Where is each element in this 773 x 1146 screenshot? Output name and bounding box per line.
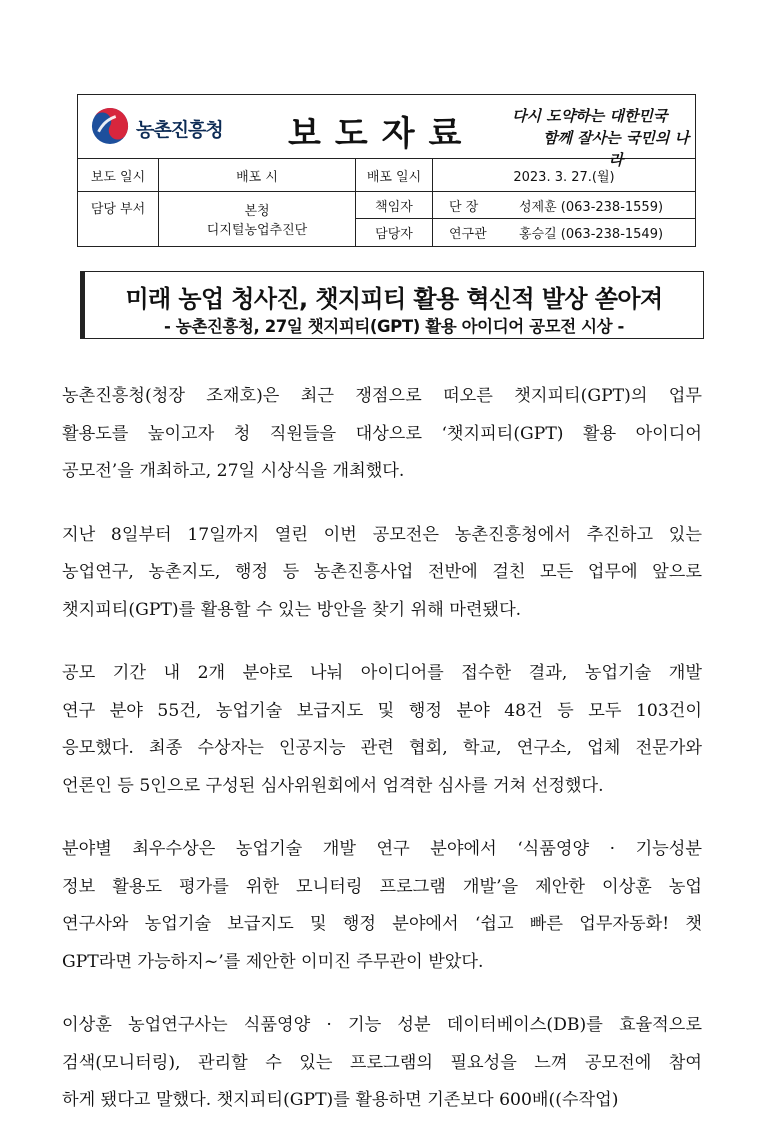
release-date-label: 보도 일시 <box>78 159 159 192</box>
department-line-2: 디지털농업추진단 <box>206 222 308 238</box>
manager-contact: 성제훈 (063-238-1559) <box>519 199 664 215</box>
contact-contact: 홍승길 (063-238-1549) <box>519 227 664 243</box>
manager-role: 단 장 <box>449 199 479 215</box>
paragraph-line: 분야별 최우수상은 농업기술 개발 연구 분야에서 ‘식품영양 · 기능성분 <box>62 839 702 859</box>
body-paragraph <box>62 517 702 630</box>
paragraph-line: 챗지피티(GPT)를 활용할 수 있는 방안을 찾기 위해 마련됐다. <box>62 599 522 620</box>
body-paragraph <box>62 1007 702 1120</box>
org-name: 농촌진흥청 <box>136 119 223 141</box>
paragraph-line: 연구 분야 55건, 농업기술 보급지도 및 행정 분야 48건 등 모두 103건이 <box>62 700 702 721</box>
paragraph-line: 응모했다. 최종 수상자는 인공지능 관련 협회, 학교, 연구소, 업체 전문가와 <box>62 738 702 758</box>
paragraph-line: 검색(모니터링), 관리할 수 있는 프로그램의 필요성을 느껴 공모전에 참여 <box>62 1052 702 1073</box>
slogan-line-2: 함께 잘사는 국민의 나라 <box>542 129 690 169</box>
paragraph-line: 공모 기간 내 2개 분야로 나눠 아이디어를 접수한 결과, 농업기술 개발 <box>62 663 702 683</box>
contact-role: 연구관 <box>449 227 487 243</box>
department-line-1: 본청 <box>244 203 270 219</box>
paragraph-line: 정보 활용도 평가를 위한 모니터링 프로그램 개발’을 제안한 이상훈 농업 <box>62 876 702 897</box>
manager-label: 책임자 <box>356 191 433 219</box>
department-value <box>159 191 356 246</box>
paragraph-line: 이상훈 농업연구사는 식품영양 · 기능 성분 데이터베이스(DB)를 효율적으로 <box>62 1015 702 1035</box>
paragraph-line: 활용도를 높이고자 청 직원들을 대상으로 ‘챗지피티(GPT) 활용 아이디어 <box>62 423 702 444</box>
paragraph-line: 하게 됐다고 말했다. 챗지피티(GPT)를 활용하면 기존보다 600배((수작업) <box>62 1090 619 1110</box>
department-label: 담당 부서 <box>78 191 159 246</box>
body-paragraph <box>62 378 702 491</box>
body-paragraph <box>62 831 702 981</box>
contact-cell <box>433 219 696 247</box>
paragraph-line: 연구사와 농업기술 보급지도 및 행정 분야에서 ‘쉽고 빠른 업무자동화! 챗 <box>62 914 702 934</box>
distribution-date-label: 배포 일시 <box>356 159 433 192</box>
distribution-date-value: 2023. 3. 27.(월) <box>433 159 696 192</box>
government-slogan <box>506 103 696 169</box>
headline-box <box>80 271 704 339</box>
header-banner <box>78 95 696 169</box>
press-release-title: 보도자료 <box>288 114 476 154</box>
manager-cell <box>433 191 696 219</box>
headline-sub: - 농촌진흥청, 27일 챗지피티(GPT) 활용 아이디어 공모전 시상 - <box>164 317 624 336</box>
press-release-header <box>77 94 696 247</box>
slogan-line-1: 다시 도약하는 대한민국 <box>512 107 668 125</box>
paragraph-line: 농촌진흥청(청장 조재호)은 최근 쟁점으로 떠오른 챗지피티(GPT)의 업무 <box>62 386 702 406</box>
paragraph-line: 농업연구, 농촌지도, 행정 등 농촌진흥사업 전반에 걸친 모든 업무에 앞으로 <box>62 562 702 582</box>
paragraph-line: 지난 8일부터 17일까지 열린 이번 공모전은 농촌진흥청에서 추진하고 있는 <box>62 524 702 545</box>
paragraph-line: GPT라면 가능하지~’를 제안한 이미진 주무관이 받았다. <box>62 951 484 972</box>
headline-main: 미래 농업 청사진, 챗지피티 활용 혁신적 발상 쏟아져 <box>125 285 663 313</box>
contact-label: 담당자 <box>356 219 433 247</box>
article-body <box>62 378 702 1146</box>
paragraph-line: 언론인 등 5인으로 구성된 심사위원회에서 엄격한 심사를 거쳐 선정했다. <box>62 775 604 796</box>
release-date-value: 배포 시 <box>159 159 356 192</box>
taeguk-emblem-icon <box>91 107 129 145</box>
body-paragraph <box>62 655 702 805</box>
paragraph-line: 공모전’을 개최하고, 27일 시상식을 개최했다. <box>62 461 405 481</box>
